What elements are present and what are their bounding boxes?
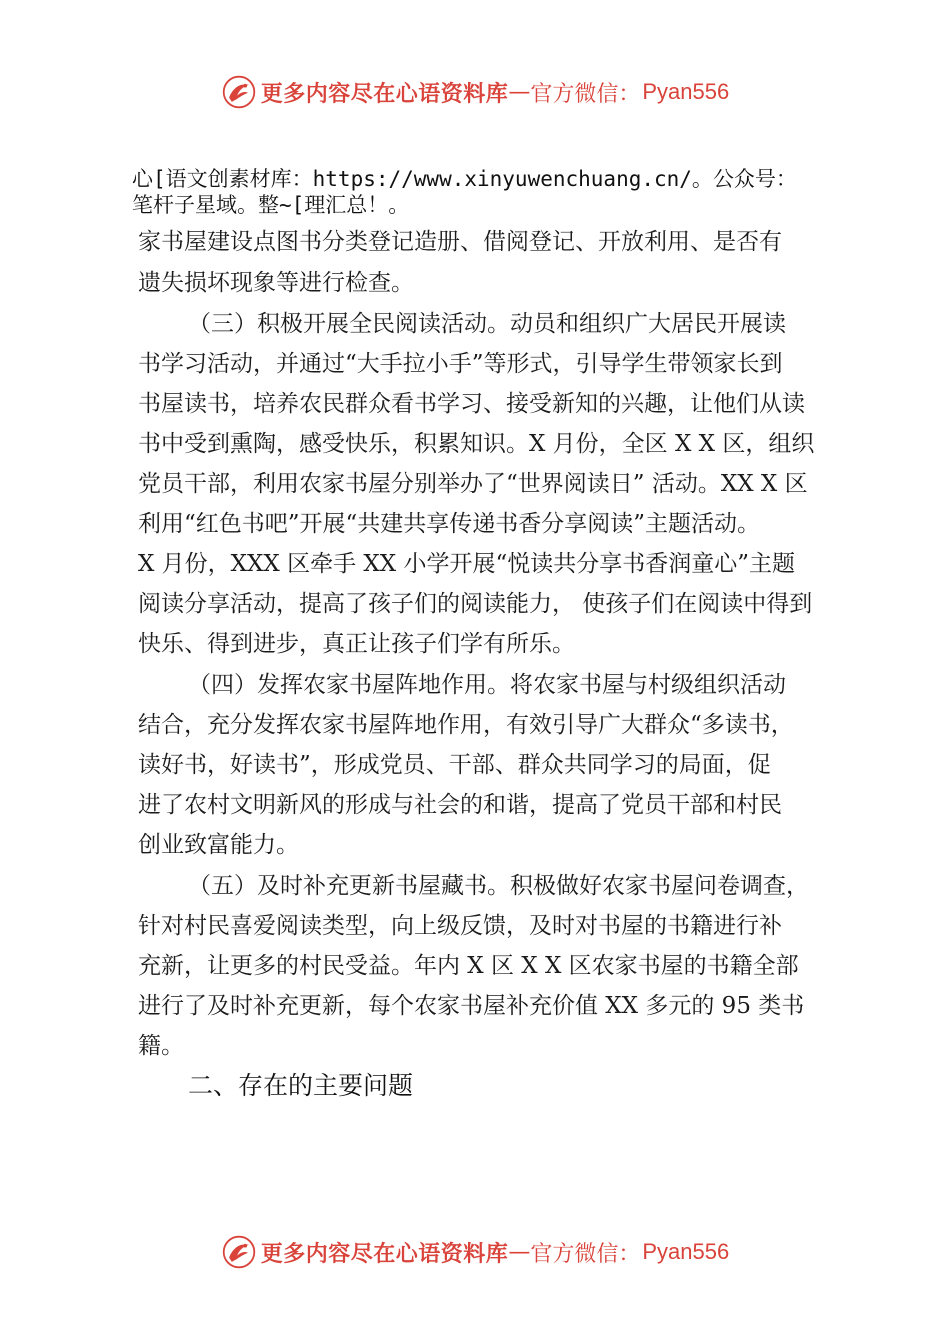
body-line: 书学习活动，并通过“大手拉小手”等形式，引导学生带领家长到: [138, 351, 783, 377]
banner-wechat-id: Pyan556: [642, 1239, 730, 1264]
body-line: 进行了及时补充更新，每个农家书屋补充价值 XX 多元的 95 类书: [138, 993, 805, 1019]
banner-dash: —: [508, 1239, 531, 1265]
phoenix-logo-icon: [221, 1234, 257, 1270]
body-line: 籍。: [138, 1033, 184, 1059]
banner-wechat-label: 官方微信：: [530, 1241, 641, 1267]
body-line: 结合，充分发挥农家书屋阵地作用，有效引导广大群众“多读书，: [138, 712, 794, 738]
body-line: 进了农村文明新风的形成与社会的和谐，提高了党员干部和村民: [138, 792, 782, 818]
body-line: 党员干部，利用农家书屋分别举办了“世界阅读日” 活动。XX X 区: [138, 471, 808, 497]
header-banner: [0, 70, 950, 114]
footer-banner: [0, 1230, 950, 1274]
body-line: 书屋读书，培养农民群众看书学习、接受新知的兴趣，让他们从读: [138, 391, 805, 417]
body-line: X 月份，XXX 区牵手 XX 小学开展“悦读共分享书香润童心”主题: [138, 551, 796, 577]
banner-brand-text: 更多内容尽在心语资料库: [260, 80, 509, 107]
body-line: 遗失损坏现象等进行检查。: [138, 270, 414, 296]
body-line: 书中受到熏陶，感受快乐，积累知识。X 月份，全区 X X 区，组织: [138, 431, 815, 457]
notice-line-2: 笔杆子星域。整~[理汇总！。: [132, 193, 410, 217]
body-line: （五）及时补充更新书屋藏书。积极做好农家书屋问卷调查，: [188, 873, 809, 899]
body-line: （四）发挥农家书屋阵地作用。将农家书屋与村级组织活动: [188, 672, 786, 698]
banner-wechat-label: 官方微信：: [530, 81, 641, 107]
body-line: 创业致富能力。: [138, 832, 299, 858]
body-line: 阅读分享活动，提高了孩子们的阅读能力， 使孩子们在阅读中得到: [138, 591, 813, 617]
banner-wechat-id: Pyan556: [642, 79, 730, 104]
section-heading: 二、存在的主要问题: [188, 1071, 414, 1100]
body-line: 读好书，好读书”，形成党员、干部、群众共同学习的局面，促: [138, 752, 771, 778]
body-line: 充新，让更多的村民受益。年内 X 区 X X 区农家书屋的书籍全部: [138, 953, 799, 979]
phoenix-logo-icon: [221, 74, 257, 110]
banner-brand-text: 更多内容尽在心语资料库: [260, 1240, 509, 1267]
body-line: 家书屋建设点图书分类登记造册、借阅登记、开放利用、是否有: [138, 229, 782, 255]
notice-line-1: 心[语文创素材库：https://www.xinyuwenchuang.cn/。公众号：: [132, 167, 797, 191]
body-line: 利用“红色书吧”开展“共建共享传递书香分享阅读”主题活动。: [138, 511, 761, 537]
body-line: 针对村民喜爱阅读类型，向上级反馈，及时对书屋的书籍进行补: [138, 913, 782, 939]
body-line: 快乐、得到进步，真正让孩子们学有所乐。: [138, 631, 575, 657]
source-notice: [132, 166, 852, 218]
body-line: （三）积极开展全民阅读活动。动员和组织广大居民开展读: [188, 311, 786, 337]
banner-dash: —: [508, 79, 531, 105]
